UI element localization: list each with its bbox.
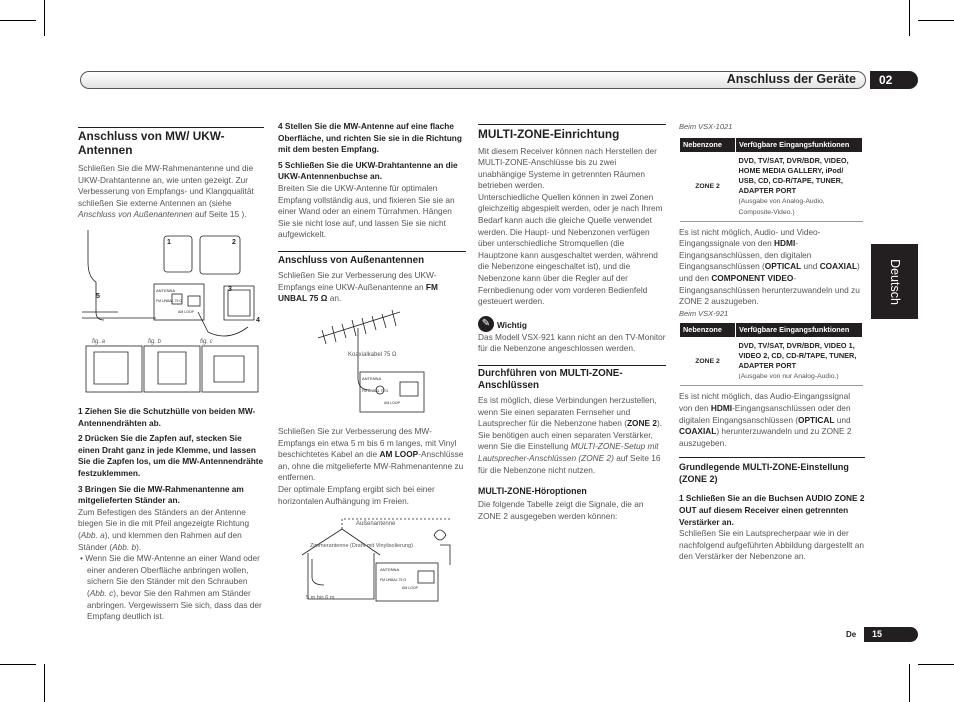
vsx921-restriction: Es ist nicht möglich, das Audio-Eingangssignal von den HDMI-Eingangsanschlüssen oder den digitalen Eingangsanschlüssen (OPTICAL und COAXIAL) herunterzuwandeln und zu ZONE 2 auszugeben. — [679, 391, 852, 448]
fig-a-label: fig. a — [92, 339, 106, 345]
step-3-text: Zum Befestigen des Ständers an der Antenne biegen Sie in die mit Pfeil angezeigte Richtung (Abb. a), und klemmen den Rahmen auf den Ständer (Abb. b). — [78, 506, 250, 552]
language-tab: Deutsch — [871, 244, 918, 319]
model-label-vsx1021: Beim VSX-1021 — [679, 122, 733, 131]
listening-options-paragraph: Die folgende Tabelle zeigt die Signale, die an ZONE 2 ausgegeben werden können: — [478, 499, 644, 521]
fig-num-2: 2 — [232, 239, 236, 246]
step-1: 1 Ziehen Sie die Schutzhülle von beiden MW-Antennendrähten ab. — [78, 406, 256, 428]
zone-table-vsx921 — [679, 322, 863, 386]
coax-cable-label: Koaxialkabel 75 Ω — [348, 352, 397, 358]
indoor-antenna-label: Zimmerantenne (Draht mit Vinylisolierung) — [310, 543, 413, 549]
column-2 — [278, 121, 466, 305]
fig-label-am: AM LOOP — [384, 401, 400, 405]
length-label: 5 m bis 6 m — [306, 595, 335, 601]
page-section-title: Anschluss der Geräte — [726, 72, 856, 86]
note-text: Das Modell VSX-921 kann nicht an den TV-Monitor für die Nebenzone angeschlossen werden. — [478, 331, 666, 354]
fig-label-antenna: ANTENNA — [156, 288, 176, 293]
footer-language: De — [846, 630, 857, 639]
intro-paragraph: Schließen Sie die MW-Rahmenantenne und die UKW-Drahtantenne an, wie unten gezeigt. Zur Verbesserung von Empfangs- und Klangqualität schließen Sie externe Antennen an (siehe Anschluss von Außenantennen auf Seite 15 ). — [78, 163, 254, 220]
fig-num-1: 1 — [167, 239, 171, 246]
antenna-connection-diagram — [78, 222, 268, 397]
vsx1021-restriction: Es ist nicht möglich, Audio- und Video-Eingangssignale von den HDMI-Eingangsanschlüssen, den digitalen Eingangsanschlüssen (OPTICAL und COAXIAL) und den COMPONENT VIDEO-Eingangsanschlüssen herunterzuwandeln und zu ZONE 2 auszugeben. — [679, 226, 860, 307]
multi-zone-step-1: 1 Schließen Sie an die Buchsen AUDIO ZONE 2 OUT auf diesem Receiver einen getrennten Verstärker an. — [679, 493, 865, 527]
heading-am-fm-antennas: Anschluss von MW/ UKW-Antennen — [78, 129, 225, 157]
zone-table-vsx1021 — [679, 137, 863, 222]
chapter-number: 02 — [870, 71, 918, 89]
crop-mark — [909, 0, 910, 36]
model-label-vsx921: Beim VSX-921 — [679, 308, 729, 318]
fig-b-label: fig. b — [148, 339, 162, 345]
column-3 — [478, 124, 666, 522]
column-1-steps — [78, 406, 264, 623]
heading-multi-zone: MULTI-ZONE-Einrichtung — [478, 127, 620, 141]
heading-basic-multi-zone: Grundlegende MULTI-ZONE-Einstellung (ZONE 2) — [679, 462, 849, 485]
am-outdoor-paragraph: Schließen Sie zur Verbesserung des MW-Empfangs ein etwa 5 m bis 6 m langes, mit Vinyl beschichtetes Kabel an die AM LOOP-Anschlüsse an, ohne die mitgelieferte MW-Rahmenantenne zu entfernen. — [278, 426, 464, 483]
note-title: Wichtig — [497, 320, 527, 331]
bullet-wall-mount: • Wenn Sie die MW-Antenne an einer Wand oder einer anderen Oberfläche anbringen wollen, sichern Sie den Ständer mit den Schrauben (Abb. c), bevor Sie den Rahmen am Ständer anbringen. Vergewissern Sie sich, dass das der Empfang deutlich ist. — [80, 553, 262, 622]
outdoor-fm-antenna-diagram — [300, 308, 460, 418]
step-3: 3 Bringen Sie die MW-Rahmenantenne am mitgelieferten Ständer an. — [78, 483, 244, 506]
outdoor-antenna-label: Außenantenne — [356, 521, 396, 527]
heading-multi-zone-connections: Durchführen von MULTI-ZONE-Anschlüssen — [478, 368, 623, 391]
fig-label-fm: FM UNBAL 75 Ω — [156, 299, 183, 303]
multi-zone-step-1-text: Schließen Sie ein Lautsprecherpaar wie in der nachfolgend aufgeführten Abbildung dargestellt an den Verstärker der Nebenzone an. — [679, 528, 864, 562]
table-header-functions: Verfügbare Eingangsfunktionen — [736, 323, 863, 338]
crop-mark — [918, 20, 954, 21]
crop-mark — [44, 0, 45, 36]
connections-paragraph: Es ist möglich, diese Verbindungen herzustellen, wenn Sie einen separaten Fernseher und Lautsprecher für die Nebenzone haben (ZONE 2). Sie benötigen auch einen separaten Verstärker, wenn Sie die Einstellung MULTI-ZONE-Setup mit Lautsprecher-Anschlüssen (ZONE 2) auf Seite 16 für die Nebenzone nicht nutzen. — [478, 395, 663, 475]
fig-label-antenna: ANTENNA — [380, 567, 400, 572]
important-icon: ✎ — [478, 316, 494, 332]
page-number: 15 — [864, 627, 918, 642]
fig-num-5: 5 — [96, 293, 100, 300]
column-4 — [679, 121, 865, 563]
table-row: ZONE 2 DVD, TV/SAT, DVR/BDR, VIDEO, HOME MEDIA GALLERY, iPod/ USB, CD, CD-R/TAPE, TUNER, ADAPTER PORT (Ausgabe von Analog-Audio, Composite-Video.) — [680, 152, 863, 221]
crop-mark — [918, 664, 954, 665]
fig-label-fm: FM UNBAL 75 Ω — [380, 578, 407, 582]
fig-c-label: fig. c — [200, 339, 213, 345]
table-header-zone: Nebenzone — [680, 323, 736, 338]
crop-mark — [0, 664, 36, 665]
fig-label-am: AM LOOP — [402, 586, 418, 590]
table-header-zone: Nebenzone — [680, 137, 736, 152]
crop-mark — [0, 20, 36, 21]
column-1 — [78, 127, 264, 221]
important-note-header — [478, 316, 666, 332]
column-2-am — [278, 426, 466, 507]
fig-label-am: AM LOOP — [178, 310, 194, 314]
crop-mark — [44, 664, 45, 702]
am-outdoor-tip: Der optimale Empfang ergibt sich bei einer horizontalen Aufhängung im Freien. — [278, 483, 435, 506]
step-5: 5 Schließen Sie die UKW-Drahtantenne an die UKW-Antennenbuchse an. — [278, 159, 458, 182]
heading-outdoor-antennas: Anschluss von Außenantennen — [278, 254, 425, 266]
fig-label-fm: FM UNBAL 75 Ω — [362, 389, 389, 393]
outdoor-am-antenna-diagram — [300, 515, 468, 611]
table-row: ZONE 2 DVD, TV/SAT, DVR/BDR, VIDEO 1, VIDEO 2, CD, CD-R/TAPE, TUNER, ADAPTER PORT (Ausgabe von nur Analog-Audio.) — [680, 338, 863, 386]
step-5-text: Breiten Sie die UKW-Antenne für optimalen Empfang vollständig aus, und fixieren Sie sie an einer Wand oder an einem Türrahmen. Hängen Sie sie nicht lose auf, und lassen Sie sie nicht aufgewickelt. — [278, 182, 455, 240]
fig-num-3: 3 — [228, 286, 232, 293]
outdoor-paragraph: Schließen Sie zur Verbesserung des UKW-Empfangs eine UKW-Außenantenne an FM UNBAL 75 Ω an. — [278, 269, 438, 304]
table-header-functions: Verfügbare Eingangsfunktionen — [736, 137, 863, 152]
step-4: 4 Stellen Sie die MW-Antenne auf eine flache Oberfläche, und richten Sie sie in die Richtung mit dem besten Empfang. — [278, 121, 462, 155]
fig-num-4: 4 — [256, 317, 260, 324]
step-2: 2 Drücken Sie die Zapfen auf, stecken Sie einen Draht ganz in jede Klemme, und lassen Sie die Zapfen los, um die MW-Antennendrähte festzuklemmen. — [78, 433, 264, 478]
crop-mark — [909, 664, 910, 702]
multi-zone-sources: Unterschiedliche Quellen können in zwei Zonen gleichzeitig abgespielt werden, oder je nach Ihrem Bedarf kann auch die gleiche Quelle verwendet werden. Die Haupt- und Nebenzonen verfügen über unterschiedliche Stromquellen (die Hauptzone kann ausgeschaltet werden, während die Nebenzone eingeschaltet ist), und die Nebenzone kann über die Regler auf der Fernbedienung oder vom vorderen Bedienfeld gesteuert werden. — [478, 191, 663, 307]
multi-zone-intro: Mit diesem Receiver können nach Herstellen der MULTI-ZONE-Anschlüsse bis zu zwei unabhängige Systeme in getrennten Räumen betrieben werden. — [478, 145, 657, 191]
fig-label-antenna: ANTENNA — [362, 376, 382, 381]
heading-listening-options: MULTI-ZONE-Höroptionen — [478, 486, 587, 497]
